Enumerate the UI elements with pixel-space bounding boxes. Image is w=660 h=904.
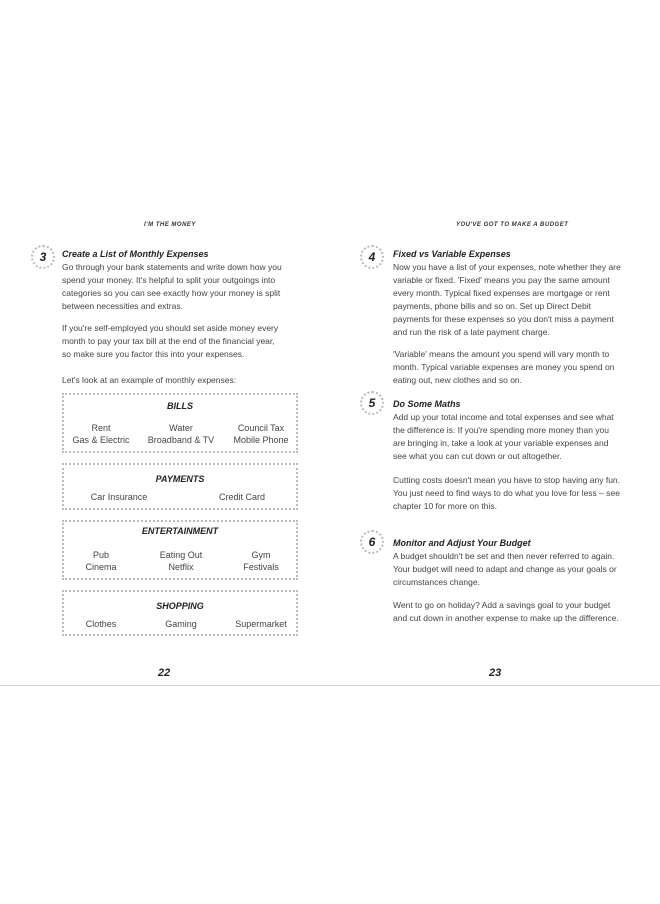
left-running-header: I'M THE MONEY [144, 222, 196, 228]
entertainment-item: Eating Out [159, 550, 203, 560]
payments-box [62, 463, 298, 510]
entertainment-item: Pub [92, 550, 109, 560]
step-6-paragraph-2: Went to go on holiday? Add a savings goal to your budget and cut down in another expense to make up the difference. [393, 600, 619, 623]
right-running-header: YOU'VE GOT TO MAKE A BUDGET [456, 222, 569, 228]
entertainment-box [62, 520, 298, 580]
payments-item: Car Insurance [90, 492, 148, 502]
bills-item: Council Tax [237, 423, 285, 433]
step-4-badge: 4 [360, 245, 384, 269]
right-page-number: 23 [489, 667, 502, 679]
bills-item: Mobile Phone [233, 435, 289, 445]
step-5-badge: 5 [360, 391, 384, 415]
bills-item: Rent [91, 423, 111, 433]
bills-title: BILLS [167, 401, 193, 411]
step-3-badge: 3 [31, 245, 55, 269]
page-bottom-divider [0, 685, 660, 686]
step-6-badge: 6 [360, 530, 384, 554]
step-4-paragraph-2: 'Variable' means the amount you spend will vary month to month. Typical variable expenses are money you spend on eating out, new clothes and so on. [393, 349, 615, 385]
payments-title: PAYMENTS [155, 474, 205, 484]
entertainment-item: Festivals [243, 562, 279, 572]
step-6-title: Monitor and Adjust Your Budget [393, 538, 531, 548]
payments-item: Credit Card [218, 492, 265, 502]
step-5-paragraph-2: Cutting costs doesn't mean you have to stop having any fun. You just need to find ways to do what you love for less – see chapter 10 for more on this. [393, 475, 621, 511]
entertainment-item: Gym [251, 550, 271, 560]
step-4-title: Fixed vs Variable Expenses [393, 249, 511, 259]
bills-item: Water [169, 423, 193, 433]
shopping-title: SHOPPING [156, 601, 204, 611]
step-3-title: Create a List of Monthly Expenses [62, 249, 209, 259]
left-page-number: 22 [158, 667, 171, 679]
shopping-item: Supermarket [235, 619, 287, 629]
entertainment-title: ENTERTAINMENT [141, 526, 219, 536]
entertainment-item: Netflix [168, 562, 194, 572]
step-3-paragraph-1: Go through your bank statements and write down how you spend your money. It's helpful to split your outgoings into categories so you can see exactly how your money is split between necessities and extras. [62, 262, 282, 311]
step-4-paragraph-1: Now you have a list of your expenses, note whether they are variable or fixed. 'Fixed' means you pay the same amount every month. Typical fixed expenses are mortgage or rent payments, phone bills and so on. Set up Direct Debit payments for these expenses so you don't miss a payment and run the risk of a late payment charge. [393, 262, 621, 337]
bills-box [62, 393, 298, 453]
shopping-item: Gaming [165, 619, 197, 629]
step-3-paragraph-2: If you're self-employed you should set aside money every month to pay your tax bill at the end of the financial year, so make sure you factor this into your expenses. [62, 323, 279, 359]
step-5-paragraph-1: Add up your total income and total expenses and see what the difference is. If you're spending more money than you are bringing in, take a look at your variable expenses and see what you can cut down or out altogether. [393, 412, 614, 461]
entertainment-item: Cinema [85, 562, 117, 572]
step-3-paragraph-3: Let's look at an example of monthly expenses: [62, 375, 237, 385]
bills-item: Gas & Electric [72, 435, 130, 445]
shopping-item: Clothes [85, 619, 117, 629]
step-6-paragraph-1: A budget shouldn't be set and then never referred to again. Your budget will need to adapt and change as your goals or circumstances change. [393, 551, 617, 587]
shopping-box [62, 590, 298, 636]
bills-item: Broadband & TV [147, 435, 215, 445]
step-5-title: Do Some Maths [393, 399, 461, 409]
